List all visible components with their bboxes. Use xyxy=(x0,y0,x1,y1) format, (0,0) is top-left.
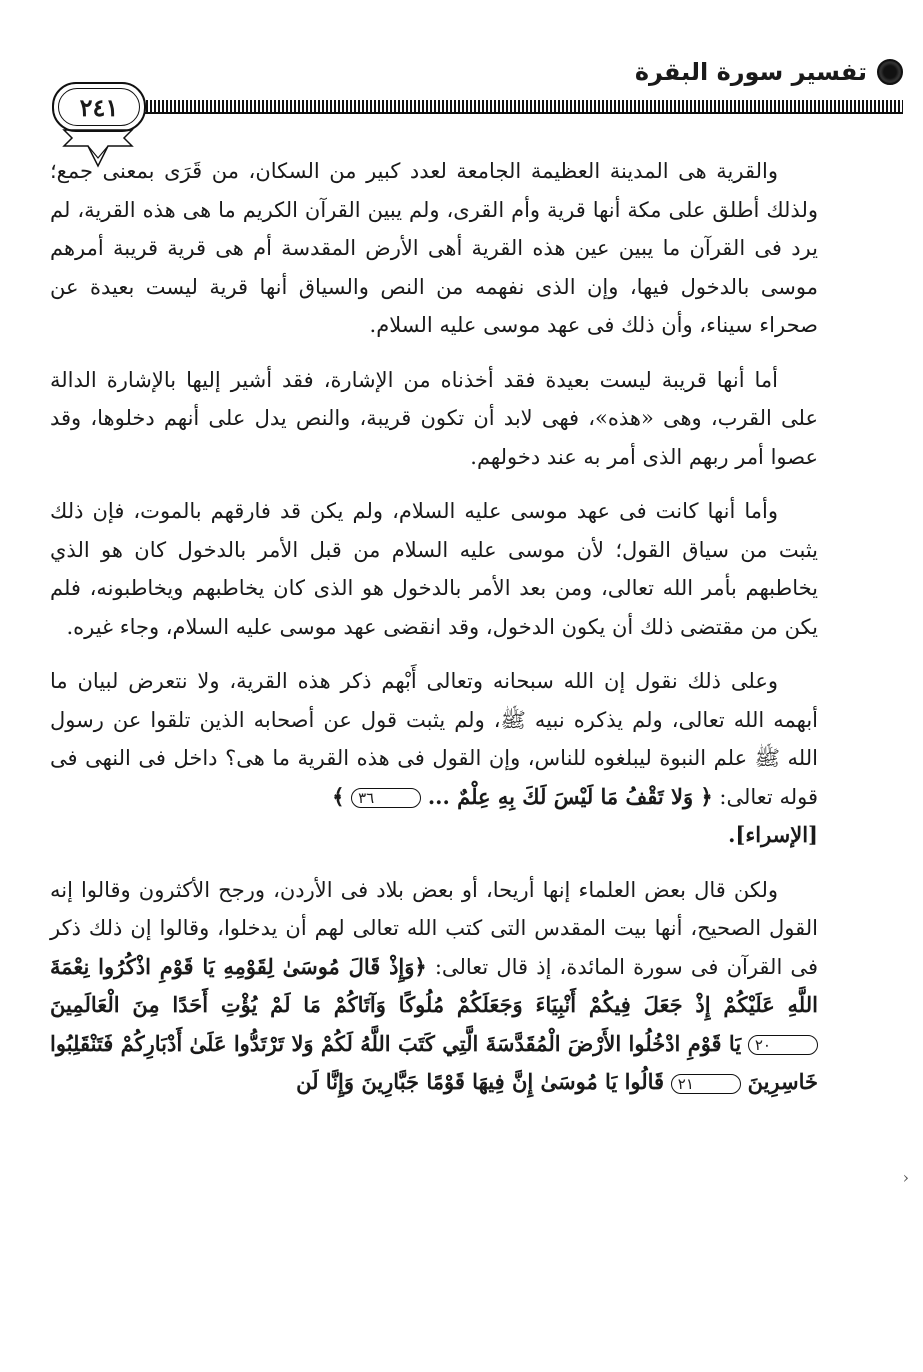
paragraph-4-text: وعلى ذلك نقول إن الله سبحانه وتعالى أَبْهم ذكر هذه القرية، ولا نتعرض لبيان ما أبهمه الله تعالى، ولم يذكره نبيه ﷺ، ولم يثبت قول عن أصحابه الذين تلقوا عن رسول الله ﷺ علم النبوة ليبلغوه للناس، وإن القول فى هذه القرية ما هى؟ داخل فى النهى فى قوله تعالى: xyxy=(50,669,818,809)
quran-quote-1: ﴿وَإِذْ قَالَ مُوسَىٰ لِقَوْمِهِ يَا قَوْمِ اذْكُرُوا نِعْمَةَ اللَّهِ عَلَيْكُمْ إِذْ جَعَلَ فِيكُمْ أَنْبِيَاءَ وَجَعَلَكُمْ مُلُوكًا وَآتَاكُمْ مَا لَمْ يُؤْتِ أَحَدًا مِنَ الْعَالَمِينَ xyxy=(50,953,818,1017)
paragraph-1: والقرية هى المدينة العظيمة الجامعة لعدد كبير من السكان، من قَرَى بمعنى جمع؛ ولذلك أطلق على مكة أنها قرية وأم القرى، ولم يبين القرآن الكريم ما هى هذه القرية، لم يرد فى القرآن ما يبين عين هذه القرية أهى الأرض المقدسة أم هى قرية قريبة أمرهم موسى بالدخول فيها، وإن الذى نفهمه من النص والسياق أنها قرية ليست بعيدة عن صحراء سيناء، وأن ذلك فى عهد موسى عليه السلام. xyxy=(50,159,818,337)
page-number-frame xyxy=(58,88,140,126)
page-number: ٢٤١ xyxy=(79,92,119,122)
paragraph-5 xyxy=(50,871,818,1102)
chapter-title: تفسير سورة البقرة xyxy=(634,58,867,86)
margin-mark: › xyxy=(902,1168,909,1187)
quran-quote-3: قَالُوا يَا مُوسَىٰ إِنَّ فِيهَا قَوْمًا جَبَّارِينَ وَإِنَّا لَن xyxy=(296,1069,665,1094)
page-number-badge xyxy=(52,82,146,132)
paragraph-5-text: ولكن قال بعض العلماء إنها أريحا، أو بعض بلاد فى الأردن، ورجح الأكثرون وقالوا إنه القول الصحيح، أنها بيت المقدس التى كتب الله تعالى لهم أن يدخلوا، وقالوا إن ذلك ذكر فى القرآن فى سورة المائدة، إذ قال تعالى: xyxy=(50,877,818,979)
surah-reference: [الإسراء]. xyxy=(728,822,818,847)
ayah-number-20: ٢٠ xyxy=(748,1035,818,1055)
page-header xyxy=(40,50,903,140)
paragraph-4 xyxy=(50,662,818,855)
ayah-number-21: ٢١ xyxy=(671,1074,741,1094)
body-text xyxy=(50,152,818,1118)
quran-quote-2: يَا قَوْمِ ادْخُلُوا الأَرْضَ الْمُقَدَّسَةَ الَّتِي كَتَبَ اللَّهُ لَكُمْ وَلا تَرْتَدُّوا عَلَىٰ أَدْبَارِكُمْ فَتَنْقَلِبُوا خَاسِرِينَ xyxy=(50,1030,818,1094)
running-title xyxy=(635,58,903,86)
quran-quote: ﴿ وَلا تَقْفُ مَا لَيْسَ لَكَ بِهِ عِلْمٌ ... xyxy=(427,783,713,809)
ayah-number: ٣٦ xyxy=(351,788,421,808)
paragraph-3: وأما أنها كانت فى عهد موسى عليه السلام، ولم يكن قد فارقهم بالموت، فإن ذلك يثبت من سياق القول؛ لأن موسى عليه السلام من قبل الأمر بالدخول كان هو الذي يخاطبهم بأمر الله تعالى، ومن بعد الأمر بالدخول هو الذى كان يخاطبهم ويخاطبونه، فلم يكن من مقتضى ذلك أن يكون الدخول، وقد انقضى عهد موسى عليه السلام، وجاء غيره. xyxy=(50,499,818,639)
ornament-icon xyxy=(877,59,903,85)
quran-close: ﴾ xyxy=(332,783,345,809)
paragraph-2: أما أنها قريبة ليست بعيدة فقد أخذناه من الإشارة، فقد أشير إليها بالإشارة الدالة على القرب، وهى «هذه»، فهى لابد أن تكون قريبة، والنص يدل على أنهم دخلوها، وقد عصوا أمر ربهم الذى أمر به عند دخولهم. xyxy=(50,367,818,469)
header-rule xyxy=(134,100,903,114)
